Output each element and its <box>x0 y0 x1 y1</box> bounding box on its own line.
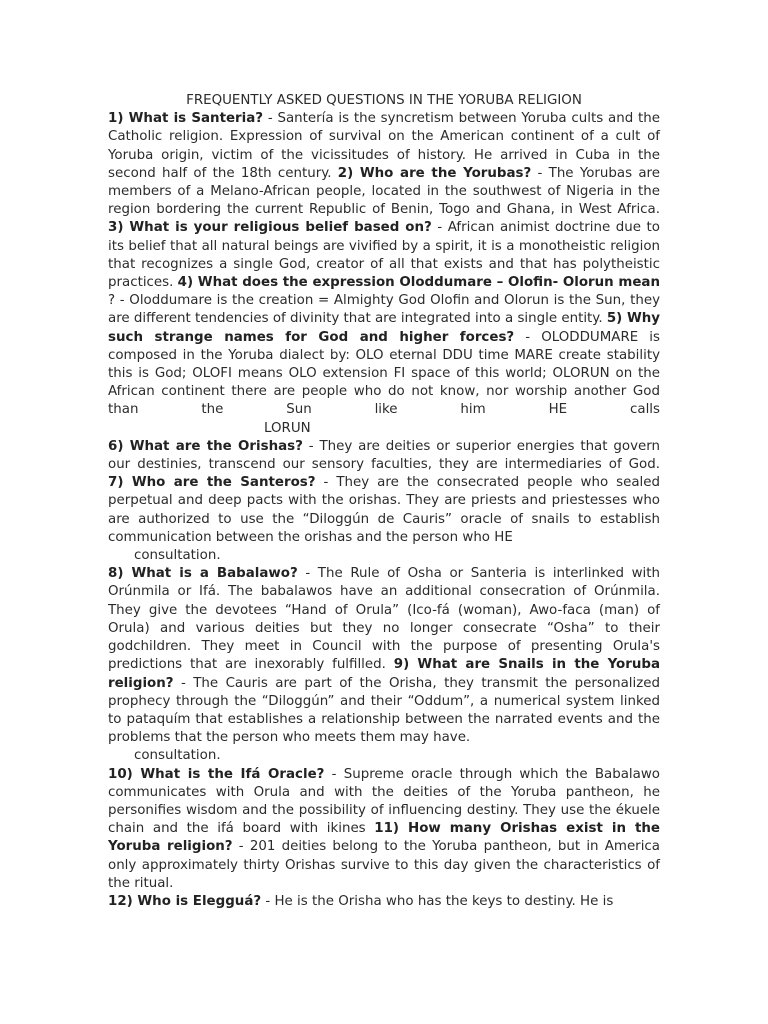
answer-11: - 201 deities belong to the Yoruba pantheon, but in America only approximately thirty Orishas survive to this day given the characteristics of the ritual. <box>108 839 660 891</box>
paragraph-8-9 <box>108 565 660 747</box>
answer-2: - The Yorubas are members of a Melano-African people, located in the southwest of Nigeria in the region bordering the current Republic of Benin, Togo and Ghana, in West Africa. <box>108 165 661 218</box>
question-3: 3) What is your religious belief based on? <box>108 220 432 236</box>
answer-10: - Supreme oracle through which the Babalawo communicates with Orula and with the deities of the Yoruba pantheon, he personifies wisdom and the possibility of influencing destiny. They use the ékuele chain and the ifá board with ikines <box>108 766 661 837</box>
lorun-line: LORUN <box>264 420 311 436</box>
paragraph-6 <box>108 438 660 474</box>
document-body <box>108 92 660 911</box>
paragraph-12 <box>108 893 660 911</box>
question-11: 11) How many Orishas exist in the Yoruba religion? <box>108 821 660 855</box>
question-2: 2) Who are the Yorubas? <box>337 165 532 181</box>
paragraph-7-tail: consultation. <box>134 548 221 564</box>
answer-5: - OLODDUMARE is composed in the Yoruba dialect by: OLO eternal DDU time MARE create stability this is God; OLOFI means OLO extension FI space of this world; OLORUN on the African continent there are people who do not know, nor worship another God than the Sun like him HE calls <box>108 329 661 418</box>
paragraph-1-5 <box>108 110 660 419</box>
question-12: 12) Who is Elegguá? <box>108 893 262 909</box>
answer-1: - Santería is the syncretism between Yoruba cults and the Catholic religion. Expression of survival on the American continent of a cult of Yoruba origin, victim of the vicissitudes of history. He arrived in Cuba in the second half of the 18th century. <box>108 111 660 181</box>
question-7: 7) Who are the Santeros? <box>108 475 316 491</box>
question-5: 5) Why such strange names for God and higher forces? <box>108 311 661 345</box>
answer-3: - African animist doctrine due to its belief that all natural beings are vivified by a spirit, it is a monotheistic religion that recognizes a single God, creator of all that exists and that has polytheistic practices. <box>108 220 660 291</box>
document-title: FREQUENTLY ASKED QUESTIONS IN THE YORUBA RELIGION <box>186 93 582 108</box>
question-1: 1) What is Santeria? <box>108 111 264 127</box>
paragraph-7 <box>108 474 660 547</box>
answer-12: - He is the Orisha who has the keys to destiny. He is <box>261 893 614 909</box>
question-9: 9) What are Snails in the Yoruba religion? <box>108 657 661 691</box>
answer-6: - They are deities or superior energies that govern our destinies, transcend our sensory faculties, they are intermediaries of God. <box>108 438 660 473</box>
answer-8: - The Rule of Osha or Santeria is interlinked with Orúnmila or Ifá. The babalawos have an additional consecration of Orúnmila. They give the devotees “Hand of Orula” (Ico-fá (woman), Awo-faca (man) of Orula) and various deities but they no longer consecrate “Osha” to their godchildren. They meet in Council with the purpose of presenting Orula's predictions that are inexorably fulfilled. <box>108 566 660 673</box>
paragraph-10-11 <box>108 766 660 893</box>
question-10: 10) What is the Ifá Oracle? <box>108 766 325 782</box>
question-8: 8) What is a Babalawo? <box>108 566 298 582</box>
answer-9: - The Cauris are part of the Orisha, they transmit the personalized prophecy through the “Diloggún” and their “Oddum”, a numerical system linked to pataquím that establishes a relationship between the narrated events and the problems that the person who meets them may have. <box>108 675 660 746</box>
answer-4: ? - Oloddumare is the creation = Almighty God Olofin and Olorun is the Sun, they are different tendencies of divinity that are integrated into a single entity. <box>108 293 660 327</box>
question-6: 6) What are the Orishas? <box>108 438 303 454</box>
question-4: 4) What does the expression Oloddumare – Olofin- Olorun mean <box>177 275 661 291</box>
paragraph-9-tail: consultation. <box>134 748 221 764</box>
answer-7: - They are the consecrated people who sealed perpetual and deep pacts with the orishas. They are priests and priestesses who are authorized to use the “Diloggún de Cauris” oracle of snails to establish communication between the orishas and the person who HE <box>108 475 661 545</box>
